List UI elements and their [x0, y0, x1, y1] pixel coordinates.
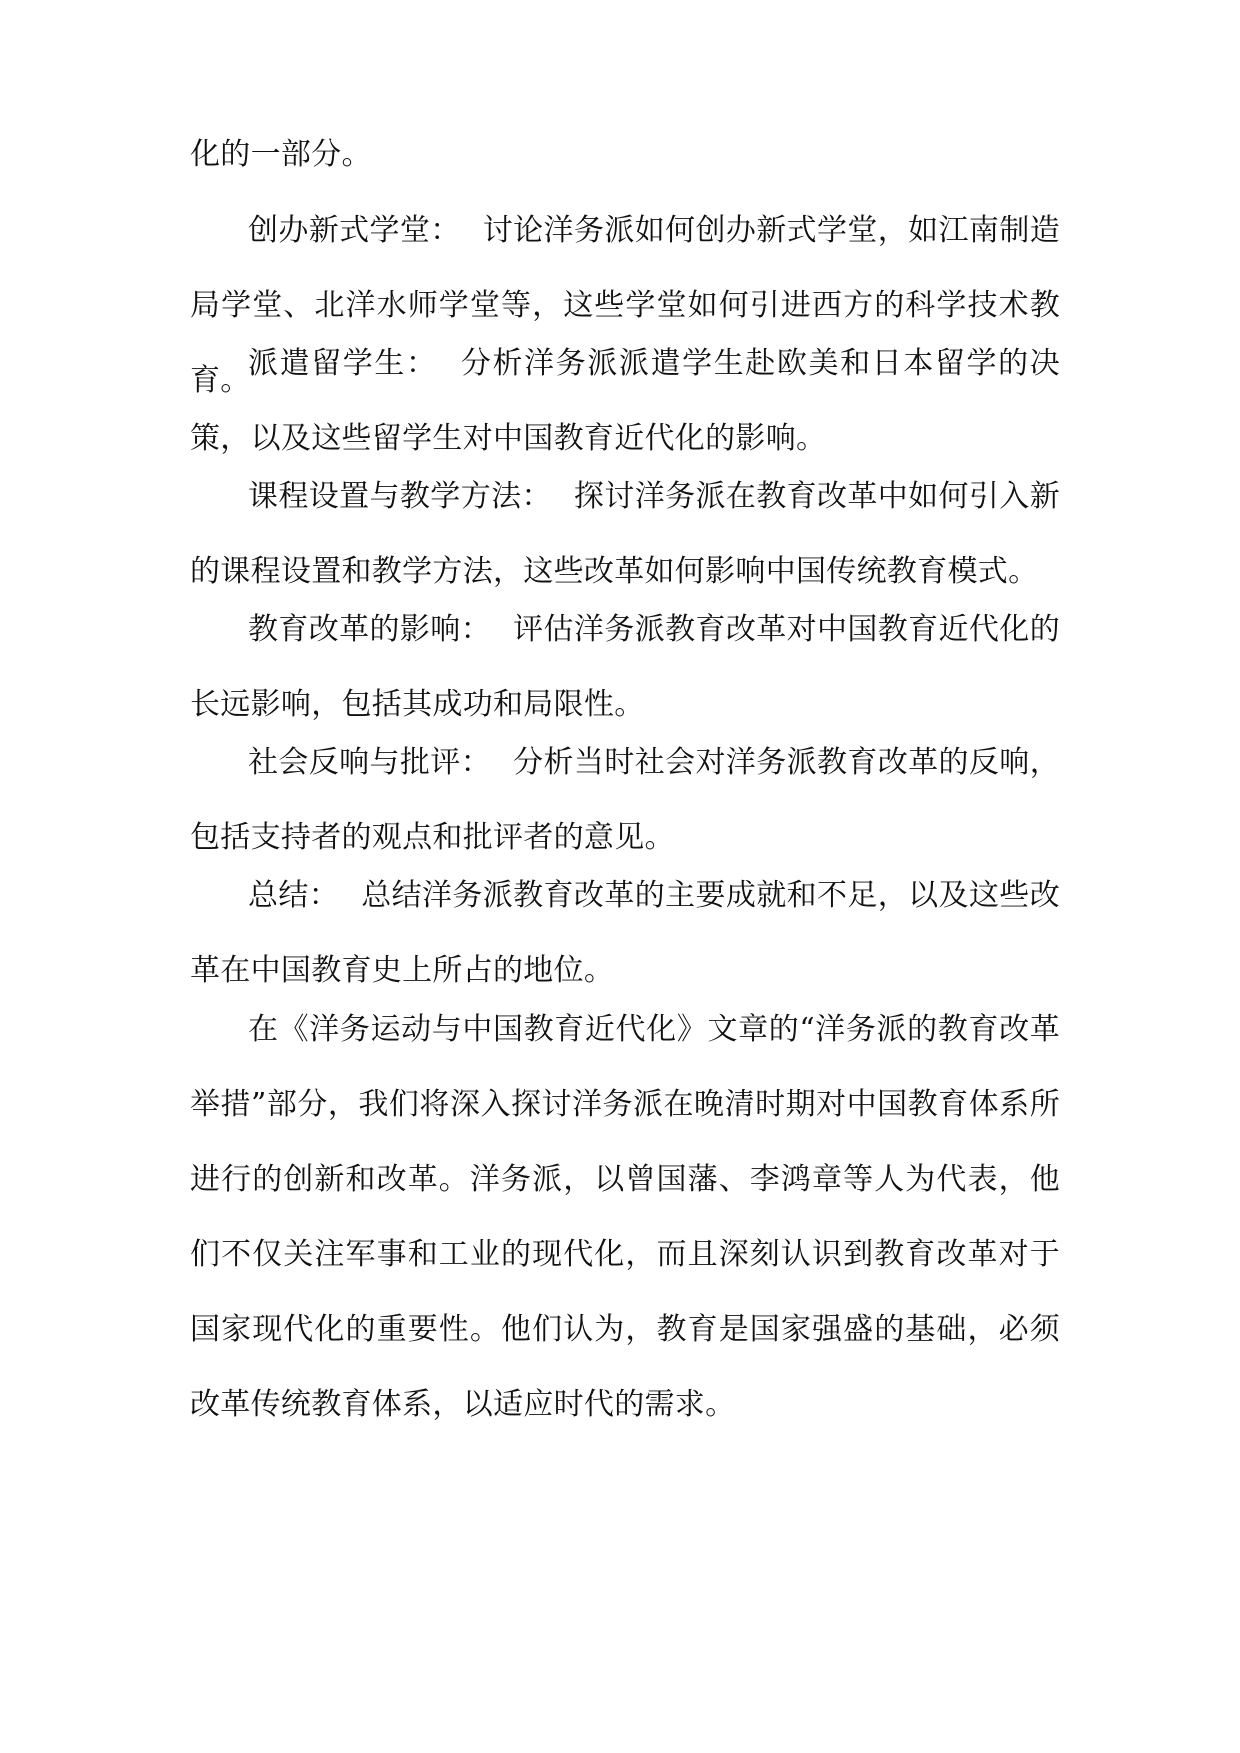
closing-text: 在《洋务运动与中国教育近代化》文章的“洋务派的教育改革举措”部分，我们将深入探讨洋务派在晚清时期对中国教育体系所进行的创新和改革。洋务派，以曾国藩、李鸿章等人为代表，他们不仅关注军事和工业的现代化，而且深刻认识到教育改革对于国家现代化的重要性。他们认为，教育是国家强盛的基础，必须改革传统教育体系，以适应时代的需求。: [190, 1012, 1060, 1422]
topic-heading: 总结：: [248, 878, 340, 913]
closing-paragraph: [190, 992, 1060, 1442]
topic-heading: 派遣留学生：: [248, 346, 438, 381]
topic-body: 探讨洋务派在教育改革中如何引入新的课程设置和教学方法，这些改革如何影响中国传统教育模式。: [190, 479, 1060, 589]
topic-paragraph: [190, 592, 1060, 742]
topic-paragraph: [190, 858, 1060, 1008]
topic-body: 分析洋务派派遣学生赴欧美和日本留学的决策，以及这些留学生对中国教育近代化的影响。: [190, 346, 1060, 456]
topic-heading: 课程设置与教学方法：: [248, 479, 552, 514]
continuation-text: 化的一部分。: [190, 137, 372, 172]
topic-heading: 社会反响与批评：: [248, 745, 492, 780]
topic-paragraph: [190, 326, 1060, 476]
continuation-line: [190, 117, 1060, 192]
topic-heading: 教育改革的影响：: [248, 612, 492, 647]
topic-body: 总结洋务派教育改革的主要成就和不足，以及这些改革在中国教育史上所占的地位。: [190, 878, 1060, 988]
topic-heading: 创办新式学堂：: [248, 213, 461, 248]
topic-body: 评估洋务派教育改革对中国教育近代化的长远影响，包括其成功和局限性。: [190, 612, 1060, 722]
topic-body: 讨论洋务派如何创办新式学堂，如江南制造局学堂、北洋水师学堂等，这些学堂如何引进西方的科学技术教育。: [190, 213, 1061, 398]
topic-paragraph: [190, 459, 1060, 609]
topic-body: 分析当时社会对洋务派教育改革的反响，包括支持者的观点和批评者的意见。: [190, 745, 1060, 855]
topic-paragraph: [190, 725, 1060, 875]
